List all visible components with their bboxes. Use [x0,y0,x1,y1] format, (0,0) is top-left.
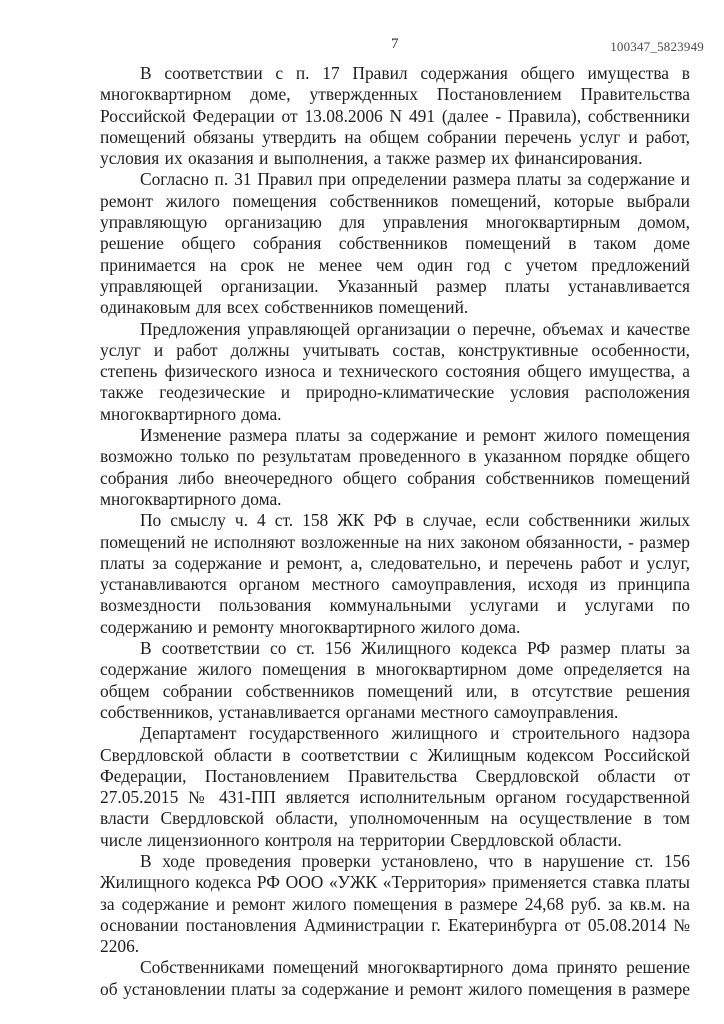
document-id: 100347_5823949 [610,39,704,54]
paragraph: Собственниками помещений многоквартирного дома принято решение об установлении платы за содержание и ремонт жилого помещения в размере [100,957,690,999]
document-body [100,63,690,1000]
page-header [100,36,704,58]
paragraph: Предложения управляющей организации о перечне, объемах и качестве услуг и работ должны учитывать состав, конструктивные особенности, степень физического износа и технического состояния общего имущества, а также геодезические и природно-климатические условия расположения многоквартирного дома. [100,318,690,424]
paragraph: Департамент государственного жилищного и строительного надзора Свердловской области в соответствии с Жилищным кодексом Российской Федерации, Постановлением Правительства Свердловской области от 27.05.2015 № 431-ПП является исполнительным органом государственной власти Свердловской области, уполномоченным на осуществление в том числе лицензионного контроля на территории Свердловской области. [100,723,690,850]
paragraph: По смыслу ч. 4 ст. 158 ЖК РФ в случае, если собственники жилых помещений не исполняют возложенные на них законом обязанности, - размер платы за содержание и ремонт, а, следовательно, и перечень работ и услуг, устанавливаются органом местного самоуправления, исходя из принципа возмездности пользования коммунальными услугами и услугами по содержанию и ремонту многоквартирного жилого дома. [100,510,690,637]
paragraph: В соответствии со ст. 156 Жилищного кодекса РФ размер платы за содержание жилого помещения в многоквартирном доме определяется на общем собрании собственников помещений или, в отсутствие решения собственников, устанавливается органами местного самоуправления. [100,638,690,722]
paragraph: Изменение размера платы за содержание и ремонт жилого помещения возможно только по результатам проведенного в указанном порядке общего собрания либо внеочередного общего собрания собственников помещений многоквартирного дома. [100,425,690,509]
paragraph: В соответствии с п. 17 Правил содержания общего имущества в многоквартирном доме, утвержденных Постановлением Правительства Российской Федерации от 13.08.2006 N 491 (далее - Правила), собственники помещений обязаны утвердить на общем собрании перечень услуг и работ, условия их оказания и выполнения, а также размер их финансирования. [100,63,690,169]
page-number: 7 [391,36,399,52]
paragraph: В ходе проведения проверки установлено, что в нарушение ст. 156 Жилищного кодекса РФ ООО «УЖК «Территория» применяется ставка платы за содержание и ремонт жилого помещения в размере 24,68 руб. за кв.м. на основании постановления Администрации г. Екатеринбурга от 05.08.2014 № 2206. [100,850,690,957]
paragraph: Согласно п. 31 Правил при определении размера платы за содержание и ремонт жилого помещения собственников помещений, которые выбрали управляющую организацию для управления многоквартирным домом, решение общего собрания собственников помещений в таком доме принимается на срок не менее чем один год с учетом предложений управляющей организации. Указанный размер платы устанавливается одинаковым для всех собственников помещений. [100,169,690,318]
